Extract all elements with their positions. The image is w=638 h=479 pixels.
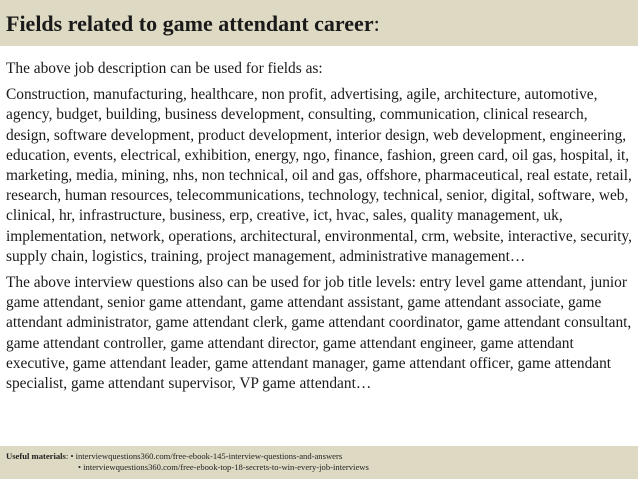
- intro-paragraph: The above job description can be used for fields as:: [6, 60, 323, 77]
- page-title: [6, 11, 380, 37]
- useful-label: Useful materials: [6, 451, 66, 461]
- ebook-link-2[interactable]: • interviewquestions360.com/free-ebook-top-18-secrets-to-win-every-job-interviews: [78, 462, 369, 472]
- levels-paragraph: The above interview questions also can be used for job title levels: entry level game attendant, junior game attendant, senior game attendant, game attendant assistant, game attendant associate, game attendant administrator, game attendant clerk, game attendant coordinator, game attendant consultant, game attendant controller, game attendant director, game attendant engineer, game attendant executive, game attendant leader, game attendant manager, game attendant officer, game attendant specialist, game attendant supervisor, VP game attendant…: [6, 274, 632, 393]
- useful-materials: [6, 451, 369, 473]
- ebook-link-1[interactable]: • interviewquestions360.com/free-ebook-145-interview-questions-and-answers: [70, 451, 343, 461]
- useful-row-2: [6, 462, 369, 473]
- useful-row-1: [6, 451, 369, 462]
- title-text: Fields related to game attendant career: [6, 11, 374, 36]
- title-colon: :: [373, 11, 380, 36]
- main-content: [6, 59, 634, 394]
- fields-paragraph: Construction, manufacturing, healthcare, non profit, advertising, agile, architecture, automotive, agency, budget, building, business development, consulting, communication, clinical research, design, software development, product development, interior design, web development, engineering, education, events, electrical, exhibition, energy, ngo, finance, fashion, green card, oil gas, hospital, it, marketing, media, mining, nhs, non technical, oil and gas, offshore, pharmaceutical, real estate, retail, research, human resources, telecommunications, technology, technical, senior, digital, software, web, clinical, hr, infrastructure, business, erp, creative, ict, hvac, sales, quality management, uk, implementation, network, operations, architectural, environmental, crm, website, interactive, security, supply chain, logistics, training, project management, administrative management…: [6, 86, 632, 265]
- useful-separator: :: [65, 451, 69, 461]
